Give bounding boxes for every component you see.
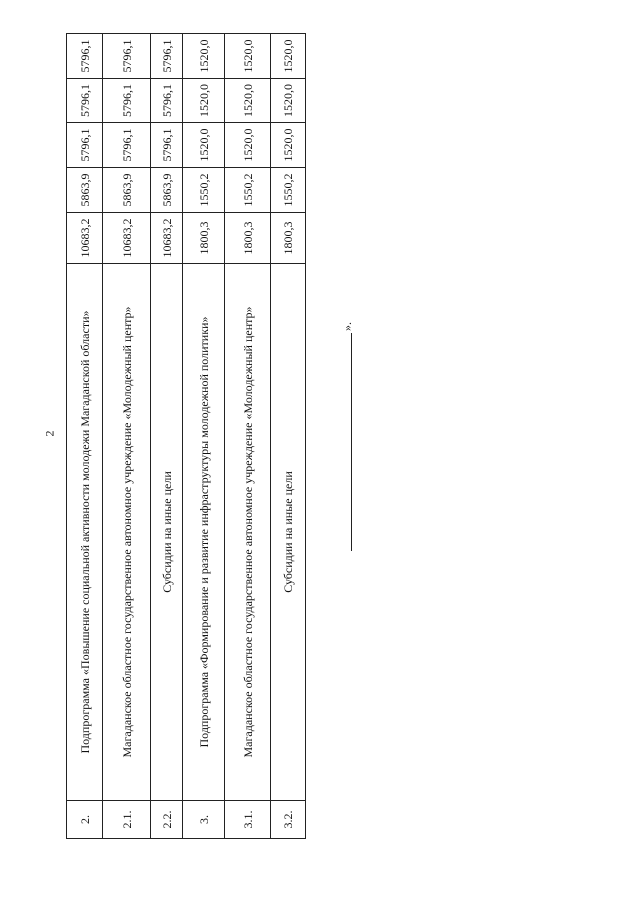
row-number: 3.2.	[271, 801, 306, 839]
table-row	[225, 34, 271, 839]
table-row	[103, 34, 151, 839]
row-value: 1550,2	[271, 168, 306, 213]
row-value: 1550,2	[225, 168, 271, 213]
row-value: 1520,0	[271, 123, 306, 168]
row-value: 1520,0	[225, 79, 271, 123]
row-value: 5796,1	[103, 123, 151, 168]
row-value: 5863,9	[151, 168, 183, 213]
row-value: 10683,2	[103, 213, 151, 264]
row-value: 5796,1	[67, 123, 103, 168]
row-value: 1520,0	[183, 34, 225, 79]
row-value: 1520,0	[225, 34, 271, 79]
row-value: 1800,3	[183, 213, 225, 264]
row-value: 1520,0	[183, 123, 225, 168]
row-value: 1550,2	[183, 168, 225, 213]
row-value: 1520,0	[225, 123, 271, 168]
row-name: Субсидии на иные цели	[151, 264, 183, 801]
row-name: Подпрограмма «Формирование и развитие инфраструктуры молодежной политики»	[183, 264, 225, 801]
row-value: 10683,2	[67, 213, 103, 264]
row-name: Магаданское областное государственное автономное учреждение «Молодежный центр»	[103, 264, 151, 801]
row-name: Субсидии на иные цели	[271, 264, 306, 801]
row-value: 5796,1	[151, 79, 183, 123]
table-row	[183, 34, 225, 839]
row-number: 2.	[67, 801, 103, 839]
row-value: 5863,9	[67, 168, 103, 213]
budget-table	[66, 33, 306, 839]
row-value: 5796,1	[67, 34, 103, 79]
closing-underline	[351, 333, 352, 551]
row-value: 10683,2	[151, 213, 183, 264]
row-value: 1520,0	[183, 79, 225, 123]
row-number: 2.1.	[103, 801, 151, 839]
row-value: 5796,1	[103, 34, 151, 79]
closing-quote: ».	[340, 322, 354, 331]
row-value: 5796,1	[151, 123, 183, 168]
row-value: 5863,9	[103, 168, 151, 213]
row-name: Подпрограмма «Повышение социальной активности молодежи Магаданской области»	[67, 264, 103, 801]
row-number: 2.2.	[151, 801, 183, 839]
table-row	[271, 34, 306, 839]
row-value: 5796,1	[103, 79, 151, 123]
row-value: 1520,0	[271, 79, 306, 123]
rotated-page-content	[66, 34, 354, 839]
row-name: Магаданское областное государственное автономное учреждение «Молодежный центр»	[225, 264, 271, 801]
closing-mark	[340, 322, 355, 551]
row-value: 1800,3	[271, 213, 306, 264]
page-number: 2	[42, 430, 57, 437]
row-value: 5796,1	[151, 34, 183, 79]
row-value: 1520,0	[271, 34, 306, 79]
row-number: 3.	[183, 801, 225, 839]
table-row	[67, 34, 103, 839]
row-value: 1800,3	[225, 213, 271, 264]
table-row	[151, 34, 183, 839]
row-number: 3.1.	[225, 801, 271, 839]
row-value: 5796,1	[67, 79, 103, 123]
